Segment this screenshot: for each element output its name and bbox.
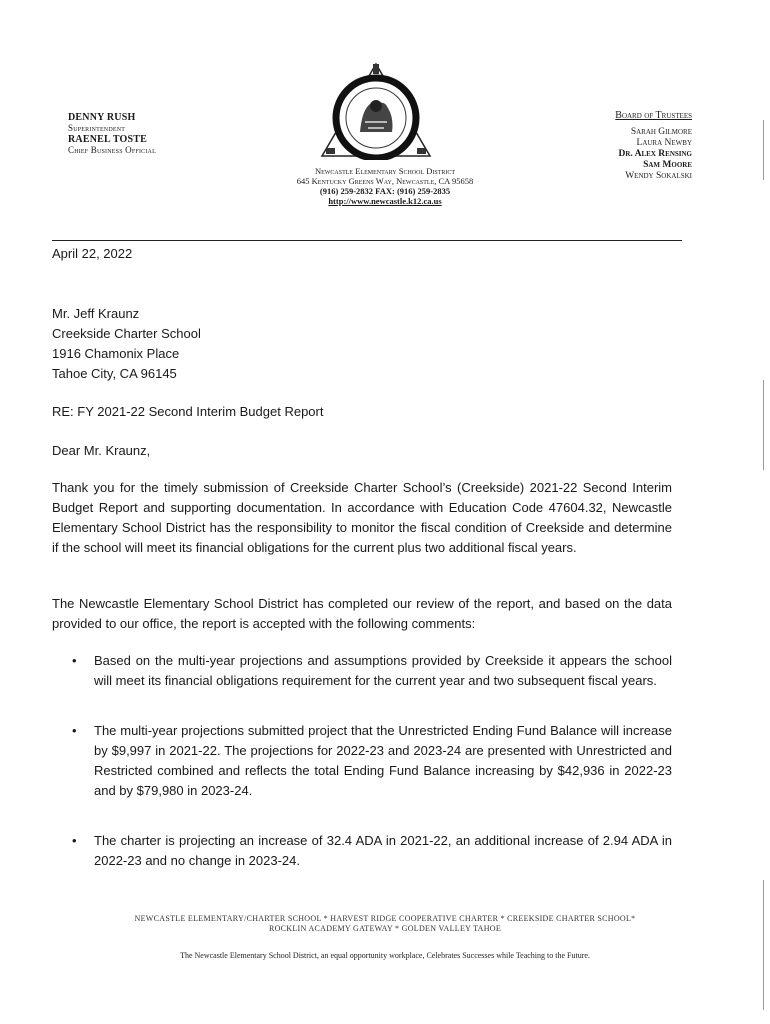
board-member: Wendy Sokalski	[625, 171, 692, 181]
district-phone: (916) 259-2832 FAX: (916) 259-2835	[319, 186, 451, 196]
recipient-org: Creekside Charter School	[52, 326, 201, 341]
board-heading: Board of Trustees	[615, 110, 692, 121]
district-name: Newcastle Elementary School District	[314, 166, 456, 176]
board-member: Laura Newby	[636, 138, 692, 148]
district-seal-logo	[318, 60, 434, 160]
bullet-icon: •	[72, 653, 77, 668]
footer-tagline: The Newcastle Elementary School District, an equal opportunity workplace, Celebrates Successes while Teaching to the Future.	[180, 951, 590, 960]
letter-paragraph-1: Thank you for the timely submission of Creekside Charter School’s (Creekside) 2021-22 Second Interim Budget Report and supporting documentation. In accordance with Education Code 47604.32, Newcastle Elementary School District has the responsibility to monitor the fiscal condition of Creekside and determine if the school will meet its financial obligations for the current plus two additional fiscal years.	[52, 480, 672, 555]
footer-schools	[40, 914, 730, 934]
recipient-address	[52, 304, 672, 384]
scan-edge-mark	[763, 380, 764, 470]
superintendent-title: Superintendent	[68, 123, 126, 133]
district-address: 645 Kentucky Greens Way, Newcastle, CA 95658	[296, 176, 474, 186]
bullet-text: The multi-year projections submitted project that the Unrestricted Ending Fund Balance will increase by $9,997 in 2021-22. The projections for 2022-23 and 2023-24 are presented with Unrestricted and Restricted combined and reflects the total Ending Fund Balance increasing by $42,936 in 2022-23 and by $79,980 in 2023-24.	[94, 723, 672, 798]
letter-subject: RE: FY 2021-22 Second Interim Budget Report	[52, 404, 324, 419]
footer-schools-line-1: NEWCASTLE ELEMENTARY/CHARTER SCHOOL * HARVEST RIDGE COOPERATIVE CHARTER * CREEKSIDE CHARTER SCHOOL*	[134, 914, 636, 923]
list-item	[72, 651, 672, 691]
footer-schools-line-2: ROCKLIN ACADEMY GATEWAY * GOLDEN VALLEY TAHOE	[268, 924, 502, 933]
board-member: Dr. Alex Rensing	[618, 149, 692, 159]
bullet-text: The charter is projecting an increase of 32.4 ADA in 2021-22, an additional increase of 2.94 ADA in 2022-23 and no change in 2023-24.	[94, 833, 672, 868]
comments-list	[72, 651, 672, 871]
list-item	[72, 831, 672, 871]
letter-salutation: Dear Mr. Kraunz,	[52, 443, 151, 458]
board-member: Sarah Gilmore	[630, 127, 692, 137]
bullet-icon: •	[72, 723, 77, 738]
superintendent-name: DENNY RUSH	[68, 112, 136, 123]
recipient-name: Mr. Jeff Kraunz	[52, 306, 140, 321]
list-item	[72, 721, 672, 801]
scan-edge-mark	[763, 880, 764, 1010]
letter-paragraph-2: The Newcastle Elementary School District has completed our review of the report, and based on the data provided to our office, the report is accepted with the following comments:	[52, 596, 672, 631]
district-info	[240, 166, 530, 206]
superintendent-block	[68, 112, 156, 156]
cbo-name: RAENEL TOSTE	[68, 134, 148, 145]
scan-edge-mark	[763, 120, 764, 180]
recipient-street: 1916 Chamonix Place	[52, 346, 180, 361]
recipient-city: Tahoe City, CA 96145	[52, 366, 177, 381]
letter-date: April 22, 2022	[52, 246, 133, 261]
board-member: Sam Moore	[643, 160, 692, 170]
bullet-icon: •	[72, 833, 77, 848]
bullet-text: Based on the multi-year projections and assumptions provided by Creekside it appears the school will meet its financial obligations requirement for the current year and two subsequent fiscal years.	[94, 653, 672, 688]
cbo-title: Chief Business Official	[68, 145, 156, 155]
header-divider	[52, 240, 682, 241]
district-website-link[interactable]: http://www.newcastle.k12.ca.us	[328, 196, 442, 206]
board-of-trustees-block	[615, 110, 692, 182]
